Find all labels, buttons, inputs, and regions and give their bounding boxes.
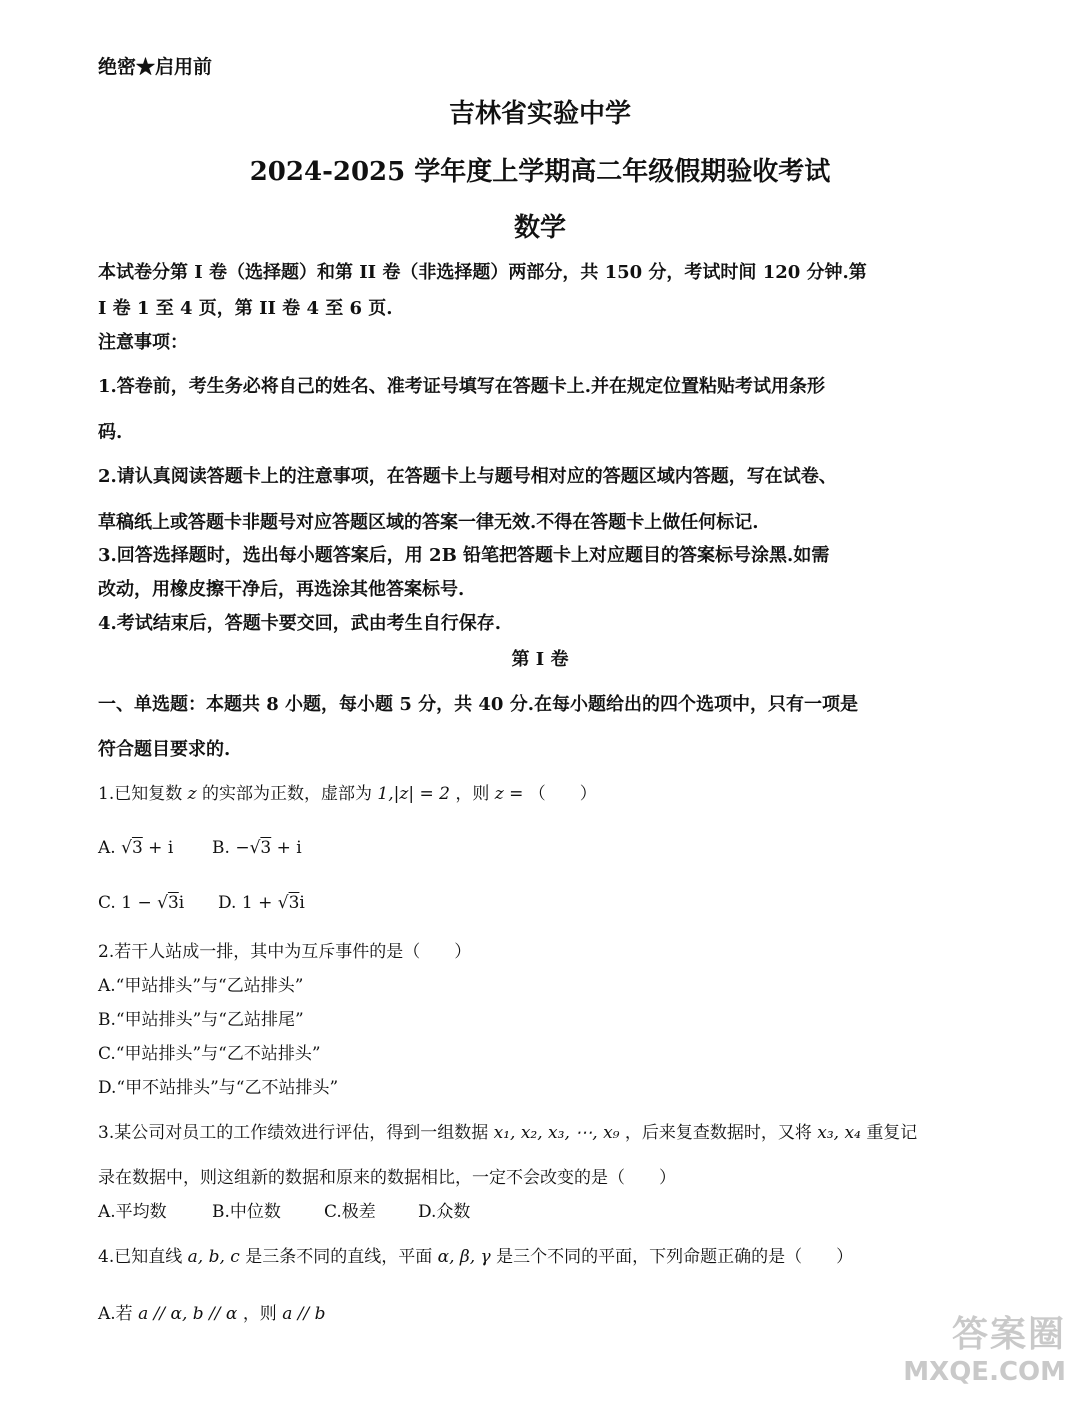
intro-line-2: I 卷 1 至 4 页，第 II 卷 4 至 6 页.	[98, 298, 393, 319]
q1-a-radicand: 3	[131, 838, 143, 858]
q4-a-conclusion: a // b	[282, 1304, 326, 1324]
question-1-stem	[98, 779, 597, 804]
q1-d-rest: i	[299, 893, 305, 913]
q1-condition: 1,|z| = 2	[377, 784, 450, 804]
q1-d-pre: 1 +	[241, 893, 278, 913]
q3-option-a[interactable]: A.平均数	[98, 1202, 167, 1222]
q3-option-c[interactable]: C.极差	[324, 1202, 376, 1222]
note-1-line-2: 码.	[98, 422, 123, 443]
q4-stem-b: 是三条不同的直线，平面	[245, 1247, 433, 1267]
q1-var-z: z	[187, 784, 197, 804]
q1-equation: z =	[494, 784, 524, 804]
watermark-en: MXQE.COM	[903, 1357, 1066, 1387]
q3-option-b[interactable]: B.中位数	[212, 1202, 281, 1222]
note-2-line-1: 2.请认真阅读答题卡上的注意事项，在答题卡上与题号相对应的答题区域内答题，写在试卷、	[98, 466, 837, 487]
q4-a-mid: ，则	[242, 1304, 277, 1324]
q1-a-label: A.	[98, 838, 116, 858]
q1-stem-a: 1.已知复数	[98, 784, 183, 804]
q1-c-radicand: 3	[167, 893, 179, 913]
q1-stem-b: 的实部为正数，虚部为	[202, 784, 373, 804]
question-3-stem	[98, 1118, 917, 1143]
school-name: 吉林省实验中学	[448, 99, 631, 129]
q2-option-a[interactable]: A.“甲站排头”与“乙站排头”	[98, 976, 304, 996]
sqrt-icon: √	[249, 838, 261, 858]
q1-b-label: B.	[212, 838, 230, 858]
q3-pair: x₃, x₄	[817, 1123, 861, 1143]
subject-title: 数学	[513, 213, 566, 243]
q1-c-rest: i	[178, 893, 185, 913]
q1-b-rest: + i	[271, 838, 302, 858]
q1-c-label: C.	[98, 893, 116, 913]
q1-option-d[interactable]	[218, 893, 305, 913]
intro-line-1: 本试卷分第 I 卷（选择题）和第 II 卷（非选择题）两部分，共 150 分，考试时间 120 分钟.第	[98, 262, 867, 283]
q4-stem-a: 4.已知直线	[98, 1247, 183, 1267]
exam-title: 2024-2025 学年度上学期高二年级假期验收考试	[249, 157, 831, 187]
confidential-label: 绝密★启用前	[98, 56, 213, 78]
q3-stem-c: 重复记	[866, 1123, 918, 1143]
q1-option-b[interactable]	[212, 838, 302, 858]
sqrt-icon: √	[277, 893, 289, 913]
q1-stem-c: ，则	[455, 784, 490, 804]
q2-option-c[interactable]: C.“甲站排头”与“乙不站排头”	[98, 1044, 321, 1064]
question-3-line-2: 录在数据中，则这组新的数据和原来的数据相比，一定不会改变的是（ ）	[98, 1168, 676, 1188]
q1-d-label: D.	[218, 893, 237, 913]
q2-option-d[interactable]: D.“甲不站排头”与“乙不站排头”	[98, 1078, 339, 1098]
q4-planes: α, β, γ	[437, 1247, 491, 1267]
q1-c-pre: 1 −	[121, 893, 158, 913]
q1-option-c[interactable]	[98, 893, 184, 913]
q4-a-pre: A.若	[98, 1304, 133, 1324]
q3-option-d[interactable]: D.众数	[418, 1202, 471, 1222]
q1-a-rest: + i	[142, 838, 174, 858]
sqrt-icon: √	[157, 893, 168, 913]
section-desc-line-1: 一、单选题：本题共 8 小题，每小题 5 分，共 40 分.在每小题给出的四个选项中，只有一项是	[98, 694, 858, 715]
question-2-stem: 2.若干人站成一排，其中为互斥事件的是（ ）	[98, 942, 472, 962]
q1-option-a[interactable]	[98, 838, 173, 858]
note-1-line-1: 1.答卷前，考生务必将自己的姓名、准考证号填写在答题卡上.并在规定位置粘贴考试用条形	[98, 376, 826, 397]
section-desc-line-2: 符合题目要求的.	[98, 739, 231, 760]
q1-paren: （ ）	[528, 784, 597, 804]
q2-option-b[interactable]: B.“甲站排头”与“乙站排尾”	[98, 1010, 304, 1030]
note-4: 4.考试结束后，答题卡要交回，武由考生自行保存.	[98, 613, 502, 634]
watermark	[896, 1313, 1066, 1403]
watermark-cn: 答案圈	[951, 1314, 1066, 1355]
q4-option-a[interactable]	[98, 1299, 326, 1324]
note-2-line-2: 草稿纸上或答题卡非题号对应答题区域的答案一律无效.不得在答题卡上做任何标记.	[98, 512, 759, 533]
q4-a-expr: a // α, b // α	[138, 1304, 238, 1324]
q1-d-radicand: 3	[288, 893, 300, 913]
q4-stem-c: 是三个不同的平面，下列命题正确的是（ ）	[496, 1247, 854, 1267]
q3-stem-b: ，后来复查数据时，又将	[624, 1123, 812, 1143]
q4-lines: a, b, c	[187, 1247, 240, 1267]
note-3-line-1: 3.回答选择题时，选出每小题答案后，用 2B 铅笔把答题卡上对应题目的答案标号涂黑.如需	[98, 545, 830, 566]
note-3-line-2: 改动，用橡皮擦干净后，再选涂其他答案标号.	[98, 579, 465, 600]
notes-heading: 注意事项：	[98, 332, 188, 353]
q3-stem-a: 3.某公司对员工的工作绩效进行评估，得到一组数据	[98, 1123, 489, 1143]
section-title: 第 I 卷	[511, 649, 569, 670]
sqrt-icon: √	[121, 838, 132, 858]
q3-sequence: x₁, x₂, x₃, ⋯, x₉	[493, 1123, 620, 1143]
q1-b-radicand: 3	[260, 838, 272, 858]
question-4-stem	[98, 1242, 853, 1267]
q1-b-pre: −	[235, 838, 250, 858]
